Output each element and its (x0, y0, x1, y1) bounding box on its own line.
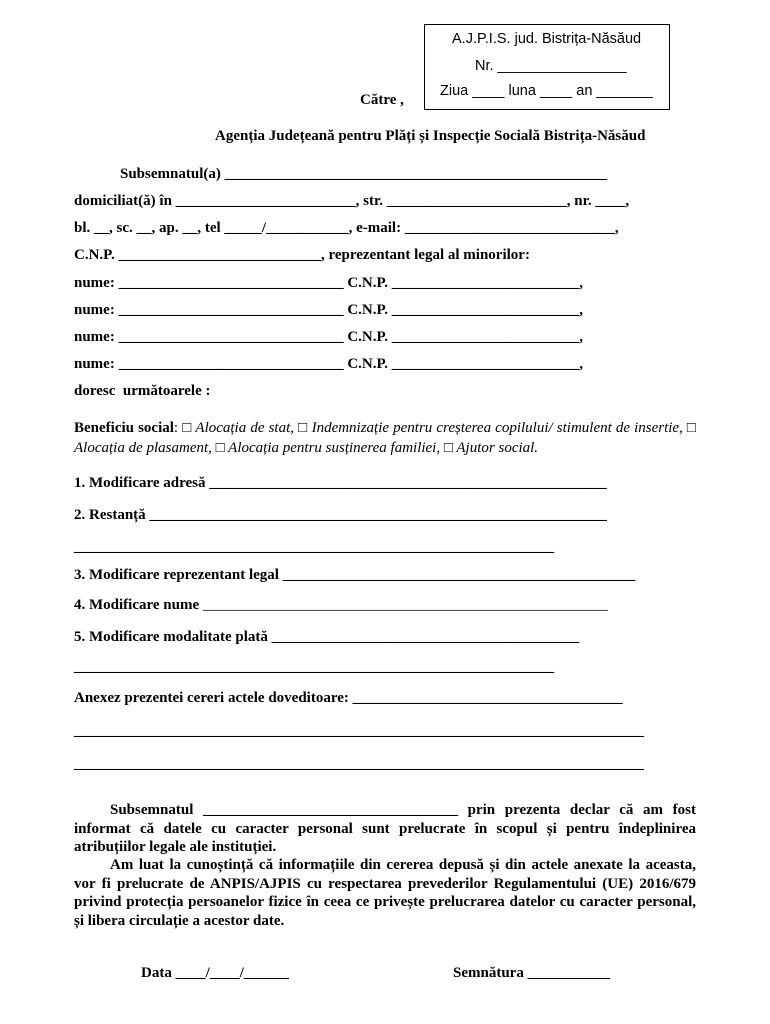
declaration-paragraph-2: Am luat la cunoștință că informațiile din cererea depusă și din actele anexate la aceasta, vor fi prelucrate de ANPIS/AJPIS cu respectarea prevederilor Regulamentului (UE) 2016/679 privind protecția persoanelor fizice în ceea ce privește prelucrarea datelor cu caracter personal, și libera circulație a acestor date. (74, 857, 696, 929)
item-modificare-nume-line[interactable]: ______________________________________________________ (199, 597, 608, 613)
subsemnatul-field[interactable]: Subsemnatul(a) ___________________________________________________ (120, 166, 608, 182)
cnp-field[interactable]: C.N.P. ___________________________, reprezentant legal al minorilor: (74, 247, 530, 263)
agency-name: Agenția Județeană pentru Plăți și Inspecție Socială Bistrița-Năsăud (215, 128, 646, 144)
minor-row[interactable]: nume: ______________________________ C.N.P. _________________________, (74, 275, 584, 291)
stamp-agency-line: A.J.P.I.S. jud. Bistrița-Năsăud (452, 31, 642, 47)
stamp-number-line: Nr. ________________ (475, 58, 627, 74)
item-restanta-continuation[interactable]: ________________________________________________________________ (74, 539, 554, 555)
minor-row[interactable]: nume: ______________________________ C.N.P. _________________________, (74, 356, 584, 372)
declaration-paragraph-1: Subsemnatul __________________________________ prin prezenta declar că am fost informat că datele cu caracter personal sunt prelucrate în scopul și pentru îndeplinirea atribuțiilor legale ale instituției. (74, 802, 696, 855)
stamp-date-line: Ziua ____ luna ____ an _______ (440, 83, 653, 99)
doresc-label: doresc următoarele : (74, 383, 211, 399)
minor-row[interactable]: nume: ______________________________ C.N.P. _________________________, (74, 329, 584, 345)
registration-stamp-box (424, 24, 670, 110)
item-modificare-modalitate[interactable]: 5. Modificare modalitate plată _________________________________________ (74, 629, 580, 645)
addressee-catre: Către , (360, 92, 404, 108)
date-field[interactable]: Data ____/____/______ (141, 965, 289, 981)
item-modificare-nume-label: 4. Modificare nume (74, 597, 200, 613)
anexez-line-2[interactable]: ____________________________________________________________________________ (74, 723, 644, 739)
beneficiu-label: Beneficiu social (74, 420, 174, 436)
address-contact-field[interactable]: bl. __, sc. __, ap. __, tel _____/___________, e-mail: ____________________________, (74, 220, 619, 236)
anexez-line-3[interactable]: ____________________________________________________________________________ (74, 756, 644, 772)
beneficiu-social-options[interactable] (74, 418, 696, 458)
item-restanta[interactable]: 2. Restanță _____________________________________________________________ (74, 507, 607, 523)
item-modificare-reprezentant[interactable]: 3. Modificare reprezentant legal _______________________________________________ (74, 567, 636, 583)
item-modalitate-continuation[interactable]: ________________________________________________________________ (74, 659, 554, 675)
minor-row[interactable]: nume: ______________________________ C.N.P. _________________________, (74, 302, 584, 318)
item-modificare-adresa[interactable]: 1. Modificare adresă _____________________________________________________ (74, 475, 607, 491)
beneficiu-colon: : (173, 420, 183, 436)
signature-field[interactable]: Semnătura ___________ (453, 965, 611, 981)
anexez-field[interactable]: Anexez prezentei cereri actele doveditoare: ____________________________________ (74, 690, 623, 706)
beneficiu-checkbox-list[interactable]: □ Alocația de stat, □ Indemnizație pentru creșterea copilului/ stimulent de insertie, □ Alocația de plasament, □ Alocația pentru susținerea familiei, □ Ajutor social. (74, 420, 696, 456)
domicile-field[interactable]: domiciliat(ă) în ________________________, str. ________________________, nr. ____, (74, 193, 630, 209)
item-modificare-nume[interactable] (74, 597, 608, 614)
